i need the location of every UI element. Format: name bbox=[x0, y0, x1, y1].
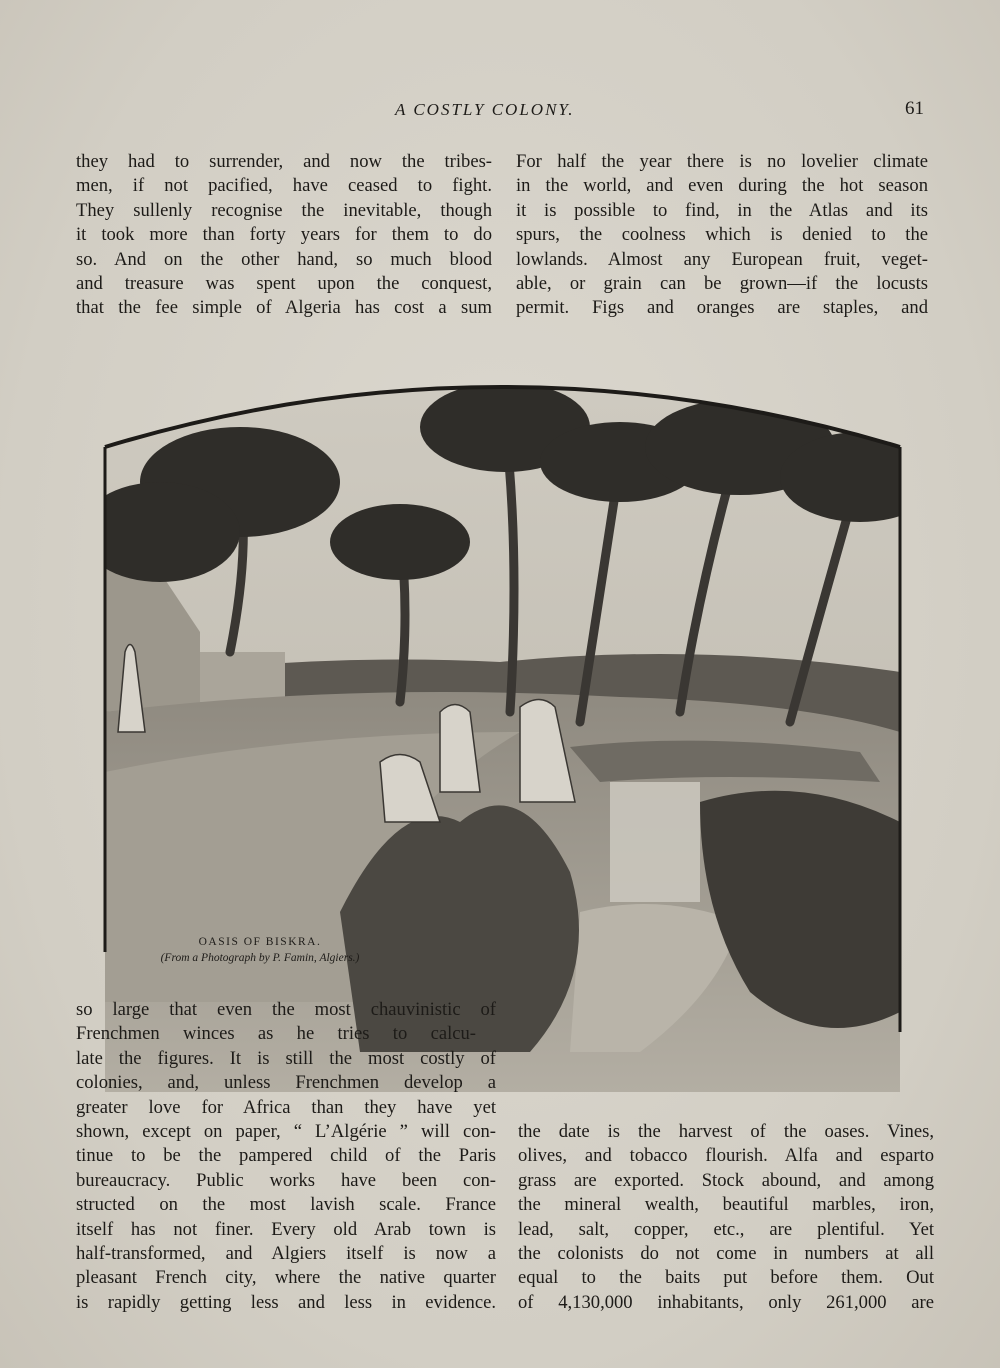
running-head: A COSTLY COLONY. bbox=[395, 100, 575, 119]
text-line: the date is the harvest of the oases. Vines, bbox=[518, 1121, 934, 1142]
text-line: pleasant French city, where the native quarter bbox=[76, 1267, 496, 1289]
text-line: half-transformed, and Algiers itself is now a bbox=[76, 1243, 496, 1265]
caption-title: OASIS OF BISKRA. bbox=[198, 936, 322, 948]
text-line: men, if not pacified, have ceased to fight. bbox=[76, 175, 492, 197]
text-column-top-left bbox=[76, 150, 492, 321]
text-line: colonies, and, unless Frenchmen develop a bbox=[76, 1072, 496, 1094]
text-line: late the figures. It is still the most costly of bbox=[76, 1047, 496, 1069]
text-line: greater love for Africa than they have yet bbox=[76, 1096, 496, 1118]
text-line: so large that even the most chauvinistic of bbox=[76, 999, 496, 1020]
text-line: able, or grain can be grown—if the locusts bbox=[516, 273, 928, 295]
text-line: shown, except on paper, “ L’Algérie ” will con- bbox=[76, 1121, 496, 1143]
illustration-caption bbox=[120, 936, 400, 964]
page-number: 61 bbox=[905, 98, 924, 119]
text-line: structed on the most lavish scale. France bbox=[76, 1194, 496, 1216]
text-line: it took more than forty years for them to do bbox=[76, 224, 492, 246]
text-column-bottom-right bbox=[518, 1120, 934, 1315]
text-line: and treasure was spent upon the conquest, bbox=[76, 273, 492, 295]
text-line: the mineral wealth, beautiful marbles, iron, bbox=[518, 1194, 934, 1216]
text-line: bureaucracy. Public works have been con- bbox=[76, 1169, 496, 1191]
caption-credit: (From a Photograph by P. Famin, Algiers.) bbox=[160, 952, 360, 964]
text-column-bottom-left bbox=[76, 998, 496, 1315]
text-line: itself has not finer. Every old Arab town is bbox=[76, 1218, 496, 1240]
text-line: Frenchmen winces as he tries to calcu- bbox=[76, 1023, 476, 1045]
text-line: lead, salt, copper, etc., are plentiful. Yet bbox=[518, 1218, 934, 1240]
oasis-illustration bbox=[100, 352, 905, 1092]
text-line: olives, and tobacco flourish. Alfa and esparto bbox=[518, 1145, 934, 1167]
text-line: equal to the baits put before them. Out bbox=[518, 1267, 934, 1289]
text-line: the colonists do not come in numbers at all bbox=[518, 1243, 934, 1265]
text-line: so. And on the other hand, so much blood bbox=[76, 248, 492, 270]
text-line: lowlands. Almost any European fruit, veget- bbox=[516, 248, 928, 270]
text-line: permit. Figs and oranges are staples, and bbox=[516, 297, 928, 319]
text-line: tinue to be the pampered child of the Paris bbox=[76, 1145, 496, 1167]
text-line: in the world, and even during the hot season bbox=[516, 175, 928, 197]
text-line: For half the year there is no lovelier climate bbox=[516, 151, 928, 172]
text-column-top-right bbox=[516, 150, 928, 321]
text-line: of 4,130,000 inhabitants, only 261,000 are bbox=[518, 1291, 934, 1313]
text-line: grass are exported. Stock abound, and among bbox=[518, 1169, 934, 1191]
text-line: they had to surrender, and now the tribes- bbox=[76, 151, 492, 172]
text-line: is rapidly getting less and less in evidence. bbox=[76, 1291, 496, 1313]
text-line: They sullenly recognise the inevitable, though bbox=[76, 199, 492, 221]
text-line: it is possible to find, in the Atlas and its bbox=[516, 199, 928, 221]
text-line: spurs, the coolness which is denied to the bbox=[516, 224, 928, 246]
text-line: that the fee simple of Algeria has cost a sum bbox=[76, 297, 492, 319]
